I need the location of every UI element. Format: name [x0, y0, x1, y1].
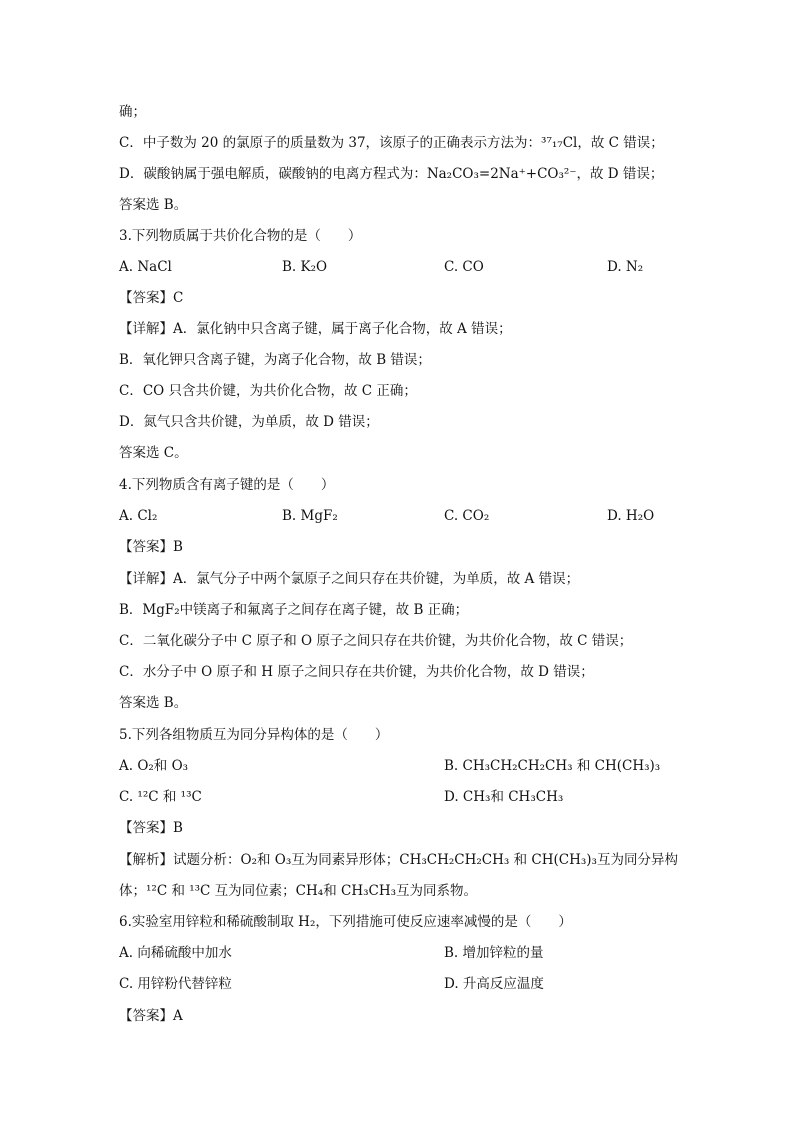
question-6: 6.实验室用锌粒和稀硫酸制取 H₂，下列措施可使反应速率减慢的是（ ） — [119, 914, 572, 930]
option-b: B. 增加锌粒的量 — [444, 945, 544, 961]
question-4: 4.下列物质含有离子键的是（ ） — [119, 477, 335, 493]
text-line: C．中子数为 20 的氯原子的质量数为 37，该原子的正确表示方法为：³⁷₁₇Cl，故 C 错误； — [119, 135, 664, 151]
option-b: B. CH₃CH₂CH₂CH₃ 和 CH(CH₃)₃ — [444, 758, 661, 774]
option-c: C. CO — [444, 259, 484, 275]
explanation-line: 【详解】A．氯气分子中两个氯原子之间只存在共价键，为单质，故 A 错误； — [119, 571, 580, 587]
option-c: C. CO₂ — [444, 508, 490, 524]
explanation-line: C．水分子中 O 原子和 H 原子之间只存在共价键，为共价化合物，故 D 错误； — [119, 664, 594, 680]
explanation-line: 答案选 B。 — [119, 695, 188, 711]
answer-line: 【答案】B — [119, 539, 183, 555]
option-d: D. 升高反应温度 — [444, 976, 544, 992]
question-5: 5.下列各组物质互为同分异构体的是（ ） — [119, 727, 389, 743]
option-b: B. K₂O — [282, 259, 328, 275]
text-line: 确； — [119, 104, 146, 120]
text-line: 答案选 B。 — [119, 197, 188, 213]
explanation-line: 体；¹²C 和 ¹³C 互为同位素；CH₄和 CH₃CH₃互为同系物。 — [119, 883, 478, 899]
option-a: A. NaCl — [119, 259, 172, 275]
text-line: D．碳酸钠属于强电解质，碳酸钠的电离方程式为：Na₂CO₃=2Na⁺+CO₃²⁻，故 D 错误； — [119, 166, 664, 182]
explanation-line: 【详解】A．氯化钠中只含离子键，属于离子化合物，故 A 错误； — [119, 321, 512, 337]
explanation-line: D．氮气只含共价键，为单质，故 D 错误； — [119, 414, 379, 430]
option-c: C. ¹²C 和 ¹³C — [119, 789, 202, 805]
explanation-line: B．氧化钾只含离子键，为离子化合物，故 B 错误； — [119, 352, 431, 368]
option-a: A. Cl₂ — [119, 508, 158, 524]
option-c: C. 用锌粉代替锌粒 — [119, 976, 232, 992]
option-d: D. N₂ — [607, 259, 644, 275]
answer-line: 【答案】B — [119, 820, 183, 836]
explanation-line: 答案选 C。 — [119, 445, 188, 461]
explanation-line: C．二氧化碳分子中 C 原子和 O 原子之间只存在共价键，为共价化合物，故 C 错误； — [119, 633, 633, 649]
answer-line: 【答案】C — [119, 290, 184, 306]
option-d: D. H₂O — [607, 508, 655, 524]
option-a: A. 向稀硫酸中加水 — [119, 945, 232, 961]
option-a: A. O₂和 O₃ — [119, 758, 189, 774]
question-3: 3.下列物质属于共价化合物的是（ ） — [119, 228, 362, 244]
option-d: D. CH₃和 CH₃CH₃ — [444, 789, 564, 805]
answer-line: 【答案】A — [119, 1008, 183, 1024]
explanation-line: B．MgF₂中镁离子和氟离子之间存在离子键，故 B 正确； — [119, 602, 469, 618]
explanation-line: C．CO 只含共价键，为共价化合物，故 C 正确； — [119, 383, 417, 399]
explanation-line: 【解析】试题分析：O₂和 O₃互为同素异形体；CH₃CH₂CH₂CH₃ 和 CH(CH₃)₃互为同分异构 — [119, 852, 678, 868]
option-b: B. MgF₂ — [282, 508, 338, 524]
